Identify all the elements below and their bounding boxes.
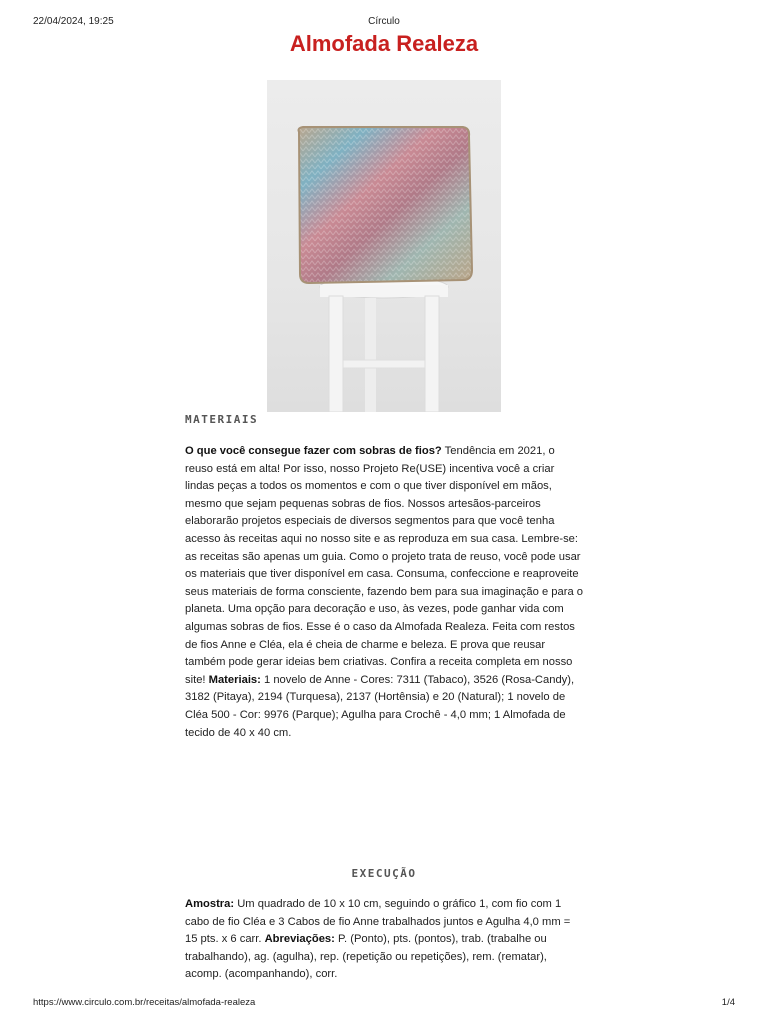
sample-label: Amostra: (185, 898, 235, 910)
page-title: Almofada Realeza (289, 31, 479, 56)
execution-paragraph (185, 896, 585, 984)
product-photo (267, 80, 501, 412)
materials-list: 1 novelo de Anne - Cores: 7311 (Tabaco), 3526 (Rosa-Candy), 3182 (Pitaya), 2194 (Turquesa), 2137 (Hortênsia) e 20 (Natural); 1 novelo de Cléa 500 - Cor: 9976 (Parque); Agulha para Crochê - 4,0 mm; 1 Almofada de tecido de 40 x 40 cm. (185, 673, 575, 739)
abbreviations-text: P. (Ponto), pts. (pontos), trab. (trabalhe ou trabalhando), ag. (agulha), rep. (repetição ou repetições), rem. (rematar), acomp. (acompanhando), corr. (185, 933, 547, 981)
materials-intro-bold: O que você consegue fazer com sobras de fios? (185, 445, 442, 457)
print-site-name: Círculo (368, 16, 400, 27)
sample-text: Um quadrado de 10 x 10 cm, seguindo o gráfico 1, com fio com 1 cabo de fio Cléa e 3 Cabos de fio Anne trabalhados juntos e Agulha 4,0 mm = 15 pts. x 6 carr. (185, 898, 571, 946)
page-number: 1/4 (721, 997, 735, 1008)
cushion-on-stool-image (267, 80, 501, 412)
abbreviations-label: Abreviações: (264, 933, 335, 946)
materials-paragraph (185, 443, 585, 742)
materials-heading: MATERIAIS (185, 413, 259, 426)
materials-label: Materiais: (208, 673, 261, 686)
print-footer-url: https://www.circulo.com.br/receitas/almofada-realeza (33, 997, 256, 1008)
execution-heading: EXECUÇÃO (351, 867, 417, 880)
print-datetime: 22/04/2024, 19:25 (33, 16, 114, 27)
materials-body: Tendência em 2021, o reuso está em alta! Por isso, nosso Projeto Re(USE) incentiva você a criar lindas peças a todos os momentos e com o que tiver disponível em mãos, mesmo que sejam pequenas sobras de fios. Nossos artesãos-parceiros elaborarão projetos especiais de diversos segmentos para que você tenha acesso às receitas aqui no nosso site e as reproduza em sua casa. Lembre-se: as receitas são apenas um guia. Como o projeto trata de reuso, você pode usar os materiais que tiver disponível em casa. Consuma, confeccione e reaproveite seus materiais de forma consciente, fazendo bem para sua imaginação e para o planeta. Uma opção para decoração e uso, às vezes, pode ganhar vida com algumas sobras de fios. Esse é o caso da Almofada Realeza. Feita com restos de fios Anne e Cléa, ela é cheia de charme e beleza. E prova que reusar também pode gerar ideias bem criativas. Confira a receita completa em nosso site! (185, 445, 584, 686)
